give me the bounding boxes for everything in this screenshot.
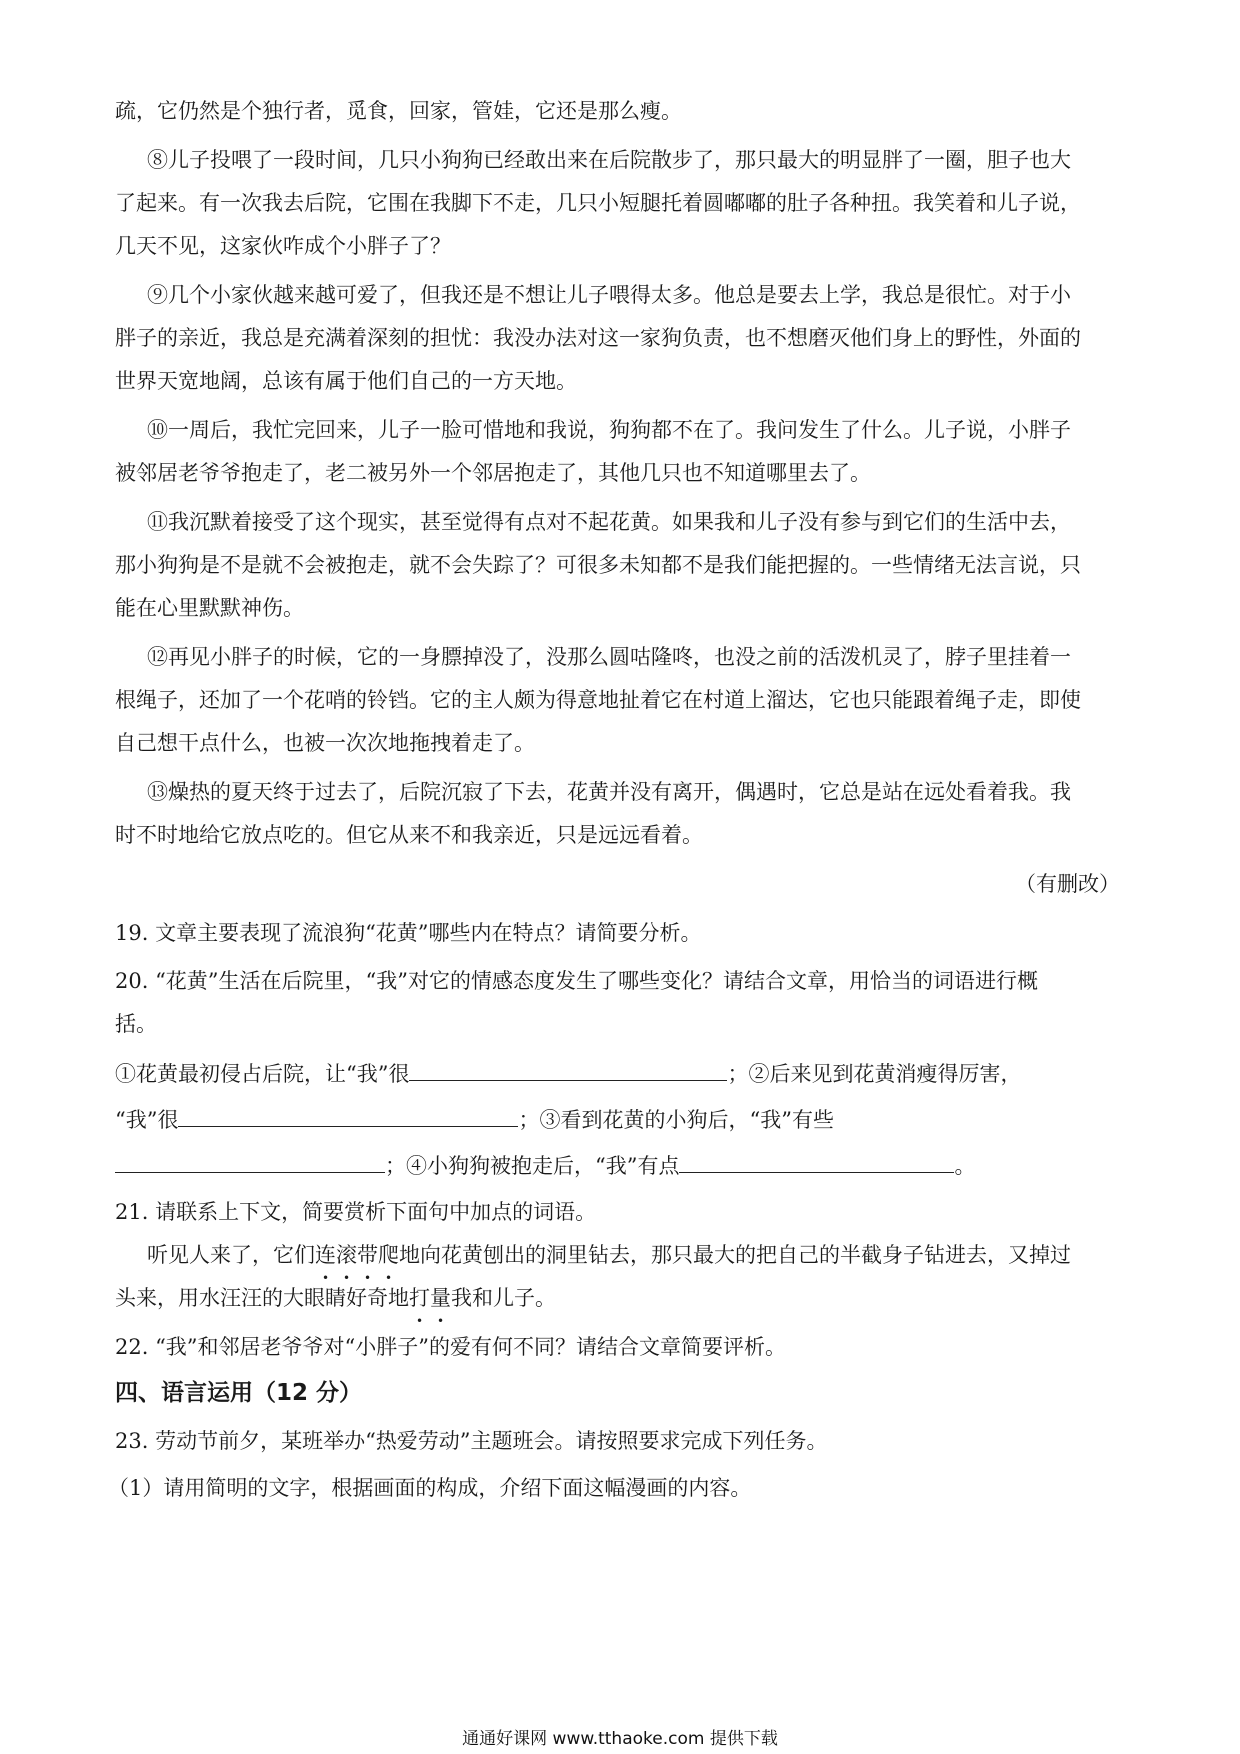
section-4-heading: 四、语言运用（12 分） — [115, 1380, 363, 1406]
question-20-line-1: 20. “花黄”生活在后院里，“我”对它的情感态度发生了哪些变化？请结合文章，用恰当的词语进行概 — [115, 969, 1039, 993]
answer-end: 。 — [954, 1154, 976, 1178]
para-9-line-2: 胖子的亲近，我总是充满着深刻的担忧：我没办法对这一家狗负责，也不想磨灭他们身上的野性，外面的 — [115, 326, 1081, 350]
para-9-line-3: 世界天宽地阔，总该有属于他们自己的一方天地。 — [115, 369, 577, 393]
para-11-line-2: 那小狗狗是不是就不会被抱走，就不会失踪了？可很多未知都不是我们能把握的。一些情绪无法言说，只 — [115, 553, 1081, 577]
question-21-sentence-line-2 — [115, 1283, 1240, 1313]
dotted-char: 量 — [430, 1286, 451, 1310]
answer-blank-2[interactable] — [178, 1104, 518, 1127]
answer-2-lead: ；②后来见到花黄消瘦得厉害， — [727, 1062, 1022, 1086]
question-20-answer-line-2 — [115, 1104, 1240, 1135]
source-note: （有删改） — [1015, 872, 1120, 896]
para-11-line-1: ⑪我沉默着接受了这个现实，甚至觉得有点对不起花黄。如果我和儿子没有参与到它们的生活中去， — [147, 510, 1071, 534]
dotted-char: 打 — [409, 1286, 430, 1310]
answer-blank-1[interactable] — [409, 1058, 727, 1081]
dotted-char: 爬 — [378, 1243, 399, 1267]
dotted-char: 滚 — [336, 1243, 357, 1267]
question-20-answer-line-1 — [115, 1058, 1240, 1089]
question-23-sub-1: （1）请用简明的文字，根据画面的构成，介绍下面这幅漫画的内容。 — [108, 1476, 752, 1500]
answer-blank-4[interactable] — [679, 1150, 954, 1173]
para-12-line-3: 自己想干点什么，也被一次次地拖拽着走了。 — [115, 731, 535, 755]
answer-4-lead: ；④小狗狗被抱走后，“我”有点 — [385, 1154, 680, 1178]
para-7-tail: 疏，它仍然是个独行者，觅食，回家，管娃，它还是那么瘦。 — [115, 99, 682, 123]
sentence-text: 我和儿子。 — [451, 1286, 556, 1310]
para-12-line-1: ⑫再见小胖子的时候，它的一身膘掉没了，没那么圆咕隆咚，也没之前的活泼机灵了，脖子里挂着一 — [147, 645, 1071, 669]
para-13-line-2: 时不时地给它放点吃的。但它从来不和我亲近，只是远远看着。 — [115, 823, 703, 847]
sentence-text: 听见人来了，它们 — [147, 1243, 315, 1267]
page-footer: 通通好课网 www.tthaoke.com 提供下载 — [462, 1729, 778, 1749]
para-8-line-3: 几天不见，这家伙咋成个小胖子了？ — [115, 234, 451, 258]
para-8-line-1: ⑧儿子投喂了一段时间，几只小狗狗已经敢出来在后院散步了，那只最大的明显胖了一圈，胆子也大 — [147, 148, 1071, 172]
para-8-line-2: 了起来。有一次我去后院，它围在我脚下不走，几只小短腿托着圆嘟嘟的肚子各种扭。我笑着和儿子说， — [115, 191, 1081, 215]
answer-1-prefix: ①花黄最初侵占后院，让“我”很 — [115, 1062, 410, 1086]
question-20-answer-line-3 — [115, 1150, 1240, 1181]
answer-blank-3[interactable] — [115, 1150, 385, 1173]
para-11-line-3: 能在心里默默神伤。 — [115, 596, 304, 620]
sentence-text: 头来，用水汪汪的大眼睛好奇地 — [115, 1286, 409, 1310]
para-9-line-1: ⑨几个小家伙越来越可爱了，但我还是不想让儿子喂得太多。他总是要去上学，我总是很忙。对于小 — [147, 283, 1071, 307]
question-20-line-2: 括。 — [115, 1012, 157, 1036]
question-21-stem: 21. 请联系上下文，简要赏析下面句中加点的词语。 — [115, 1200, 597, 1224]
question-21-sentence-line-1 — [147, 1240, 1240, 1270]
para-10-line-1: ⑩一周后，我忙完回来，儿子一脸可惜地和我说，狗狗都不在了。我问发生了什么。儿子说，小胖子 — [147, 418, 1071, 442]
question-23-stem: 23. 劳动节前夕，某班举办“热爱劳动”主题班会。请按照要求完成下列任务。 — [115, 1429, 828, 1453]
para-13-line-1: ⑬燥热的夏天终于过去了，后院沉寂了下去，花黄并没有离开，偶遇时，它总是站在远处看着我。我 — [147, 780, 1071, 804]
para-10-line-2: 被邻居老爷爷抱走了，老二被另外一个邻居抱走了，其他几只也不知道哪里去了。 — [115, 461, 871, 485]
answer-2-prefix: “我”很 — [115, 1108, 179, 1132]
sentence-text: 地向花黄刨出的洞里钻去，那只最大的把自己的半截身子钻进去，又掉过 — [399, 1243, 1071, 1267]
question-22: 22. “我”和邻居老爷爷对“小胖子”的爱有何不同？请结合文章简要评析。 — [115, 1335, 787, 1359]
para-12-line-2: 根绳子，还加了一个花哨的铃铛。它的主人颇为得意地扯着它在村道上溜达，它也只能跟着绳子走，即使 — [115, 688, 1081, 712]
dotted-char: 带 — [357, 1243, 378, 1267]
question-19: 19. 文章主要表现了流浪狗“花黄”哪些内在特点？请简要分析。 — [115, 921, 702, 945]
dotted-char: 连 — [315, 1243, 336, 1267]
answer-3-lead: ；③看到花黄的小狗后，“我”有些 — [518, 1108, 834, 1132]
